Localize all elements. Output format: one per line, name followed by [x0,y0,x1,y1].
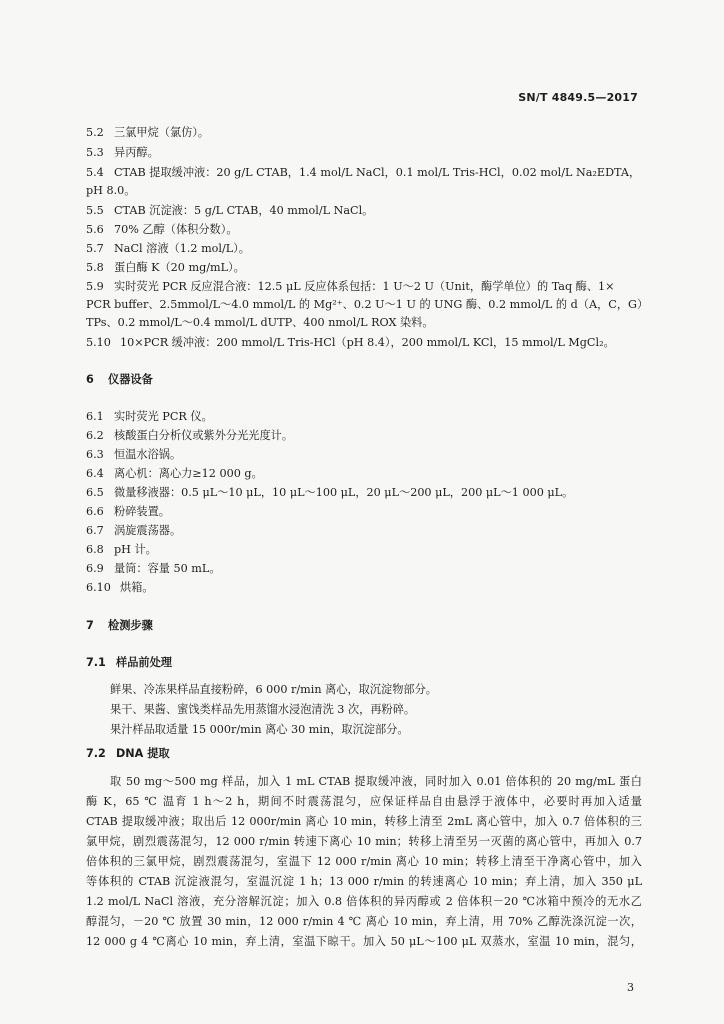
subsection-heading: 7.1 样品前处理 [86,656,172,669]
paragraph-line: 取 50 mg～500 mg 样品，加入 1 mL CTAB 提取缓冲液，同时加入 0.01 倍体积的 20 mg/mL 蛋白 [110,775,642,788]
list-item: 6.8 pH 计。 [86,543,157,556]
list-item-continuation: PCR buffer、2.5mmol/L～4.0 mmol/L 的 Mg²⁺、0.2 U～1 U 的 UNG 酶、0.2 mmol/L 的 d（A，C，G） [86,298,649,311]
section-heading: 6 仪器设备 [86,373,153,386]
subsection-heading: 7.2 DNA 提取 [86,747,170,760]
list-item: 6.7 涡旋震荡器。 [86,524,182,537]
list-item: 6.2 核酸蛋白分析仪或紫外分光光度计。 [86,429,294,442]
page-number: 3 [627,981,634,994]
list-item: 6.1 实时荧光 PCR 仪。 [86,410,213,423]
list-item: 5.4 CTAB 提取缓冲液：20 g/L CTAB，1.4 mol/L NaCl，0.1 mol/L Tris-HCl，0.02 mol/L Na₂EDTA， [86,166,641,179]
paragraph-line: 酶 K，65 ℃ 温育 1 h～2 h，期间不时震荡混匀，应保证样品自由悬浮于液体中，必要时再加入适量 [86,795,642,808]
list-item: 6.10 烘箱。 [86,581,154,594]
paragraph-line: 等体积的 CTAB 沉淀液混匀，室温沉淀 1 h；13 000 r/min 的转速离心 10 min；弃上清，加入 350 μL [86,875,642,888]
paragraph-line: 果干、果酱、蜜饯类样品先用蒸馏水浸泡清洗 3 次，再粉碎。 [110,703,416,716]
list-item: 5.7 NaCl 溶液（1.2 mol/L）。 [86,242,250,255]
section-heading: 7 检测步骤 [86,619,153,632]
list-item: 6.3 恒温水浴锅。 [86,448,182,461]
list-item: 5.5 CTAB 沉淀液：5 g/L CTAB，40 mmol/L NaCl。 [86,204,374,217]
list-item: 6.4 离心机：离心力≥12 000 g。 [86,467,263,480]
list-item: 5.8 蛋白酶 K（20 mg/mL）。 [86,261,245,274]
list-item: 5.9 实时荧光 PCR 反应混合液：12.5 μL 反应体系包括：1 U～2 U（Unit，酶学单位）的 Taq 酶、1× [86,280,615,293]
paragraph-line: 倍体积的三氯甲烷，剧烈震荡混匀，室温下 12 000 r/min 离心 10 min；转移上清至干净离心管中，加入 [86,855,642,868]
list-item-continuation: TPs、0.2 mmol/L～0.4 mmol/L dUTP、400 nmol/L ROX 染料。 [86,316,434,329]
paragraph-line: 12 000 g 4 ℃离心 10 min，弃上清，室温下晾干。加入 50 μL～100 μL 双蒸水，室温 10 min，混匀， [86,935,642,948]
paragraph-line: 氯甲烷，剧烈震荡混匀，12 000 r/min 转速下离心 10 min；转移上清至另一灭菌的离心管中，再加入 0.7 [86,835,642,848]
list-item: 5.6 70% 乙醇（体积分数）。 [86,223,238,236]
list-item: 6.6 粉碎装置。 [86,505,170,518]
list-item: 5.2 三氯甲烷（氯仿）。 [86,126,210,139]
paragraph-line: CTAB 提取缓冲液；取出后 12 000r/min 离心 10 min，转移上清至 2mL 离心管中，加入 0.7 倍体积的三 [86,815,642,828]
paragraph-line: 醇混匀，－20 ℃ 放置 30 min，12 000 r/min 4 ℃ 离心 10 min，弃上清，用 70% 乙醇洗涤沉淀一次， [86,915,642,928]
paragraph-line: 果汁样品取适量 15 000r/min 离心 30 min，取沉淀部分。 [110,723,409,736]
document-id: SN/T 4849.5—2017 [518,91,638,104]
list-item: 5.3 异丙醇。 [86,146,159,159]
list-item: 6.5 微量移液器：0.5 μL～10 μL，10 μL～100 μL，20 μL～200 μL，200 μL～1 000 μL。 [86,486,574,499]
list-item: 5.10 10×PCR 缓冲液：200 mmol/L Tris-HCl（pH 8.4），200 mmol/L KCl，15 mmol/L MgCl₂。 [86,336,615,349]
list-item: 6.9 量筒：容量 50 mL。 [86,562,221,575]
paragraph-line: 1.2 mol/L NaCl 溶液，充分溶解沉淀；加入 0.8 倍体积的异丙醇或 2 倍体积－20 ℃冰箱中预冷的无水乙 [86,895,642,908]
list-item-continuation: pH 8.0。 [86,184,136,197]
paragraph-line: 鲜果、冷冻果样品直接粉碎，6 000 r/min 离心，取沉淀物部分。 [110,683,437,696]
